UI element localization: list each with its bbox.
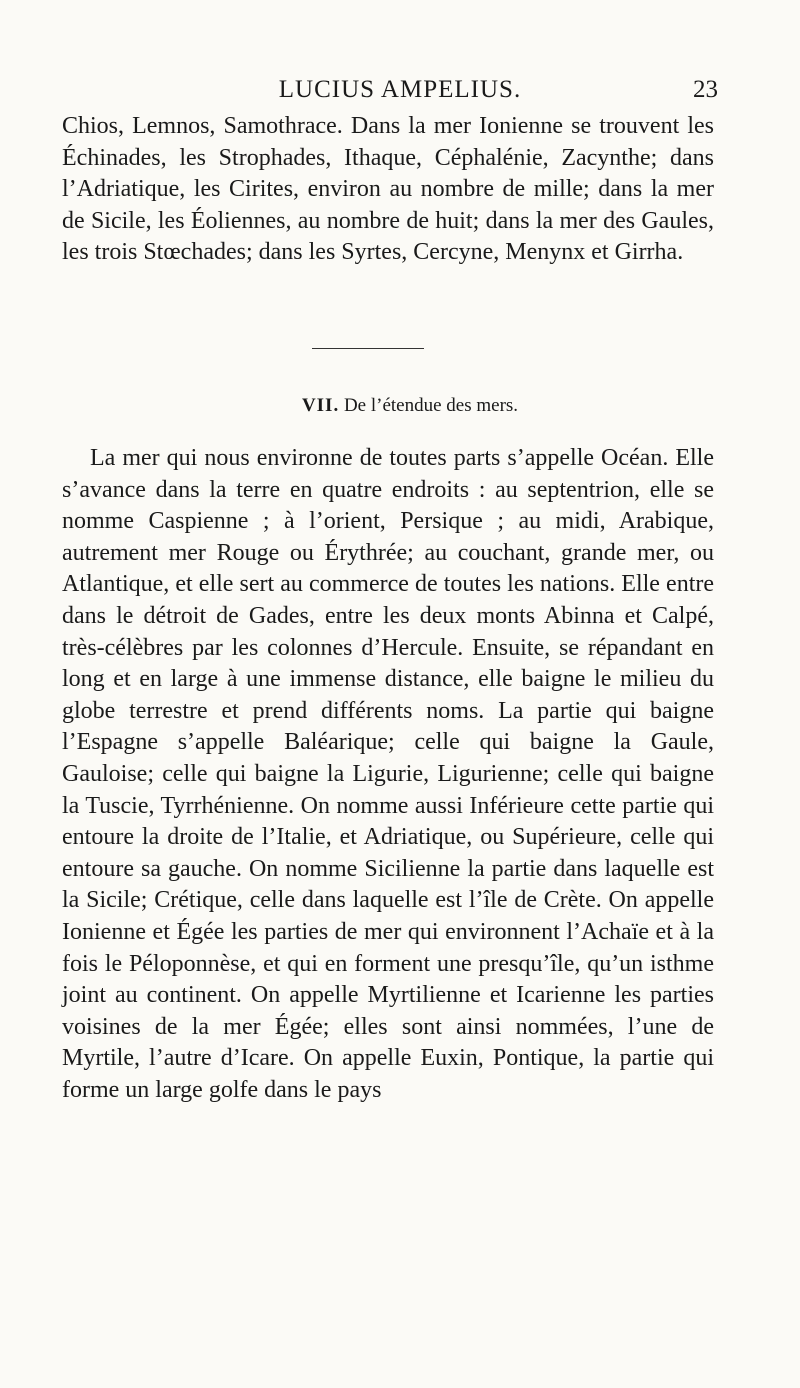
main-paragraph: La mer qui nous environne de toutes parts s’appelle Océan. Elle s’avance dans la terre en quatre endroits : au septentrion, elle se nomme Caspienne ; à l’orient, Persique ; au midi, Arabique, autrement mer Rouge ou Érythrée; au couchant, grande mer, ou Atlantique, et elle sert au commerce de toutes les nations. Elle entre dans le détroit de Gades, entre les deux monts Abinna et Calpé, très-célèbres par les colonnes d’Hercule. Ensuite, se répandant en long et en large à une immense distance, elle baigne le milieu du globe terrestre et prend différents noms. La partie qui baigne l’Espagne s’appelle Baléarique; celle qui baigne la Gaule, Gauloise; celle qui baigne la Ligurie, Ligurienne; celle qui baigne la Tuscie, Tyrrhénienne. On nomme aussi Inférieure cette partie qui entoure la droite de l’Italie, et Adriatique, ou Supérieure, celle qui entoure sa gauche. On nomme Sicilienne la partie dans laquelle est la Sicile; Crétique, celle dans laquelle est l’île de Crète. On appelle Ionienne et Égée les parties de mer qui environnent l’Achaïe et à la fois le Péloponnèse, et qui en forment une presqu’île, qu’un isthme joint au continent. On appelle Myrtilienne et Icarienne les parties voisines de la mer Égée; elles sont ainsi nommées, l’une de Myrtile, l’autre d’Icare. On appelle Euxin, Pontique, la partie qui forme un large golfe dans le pays bbox=[62, 445, 714, 1103]
section-title: De l’étendue des mers. bbox=[343, 395, 519, 416]
running-title: LUCIUS AMPELIUS. bbox=[278, 76, 522, 103]
main-paragraph-block bbox=[62, 443, 714, 1106]
section-numeral: VII. bbox=[301, 395, 340, 416]
section-heading bbox=[200, 392, 620, 420]
continued-paragraph-block bbox=[62, 111, 714, 269]
page-header bbox=[60, 70, 718, 110]
section-divider bbox=[312, 348, 424, 349]
page-number: 23 bbox=[693, 76, 718, 103]
continued-paragraph: Chios, Lemnos, Samothrace. Dans la mer Ionienne se trouvent les Échinades, les Strophades, Ithaque, Céphalénie, Zacynthe; dans l’Adriatique, les Cirites, environ au nombre de mille; dans la mer de Sicile, les Éoliennes, au nombre de huit; dans la mer des Gaules, les trois Stœchades; dans les Syrtes, Cercyne, Menynx et Girrha. bbox=[62, 113, 714, 266]
